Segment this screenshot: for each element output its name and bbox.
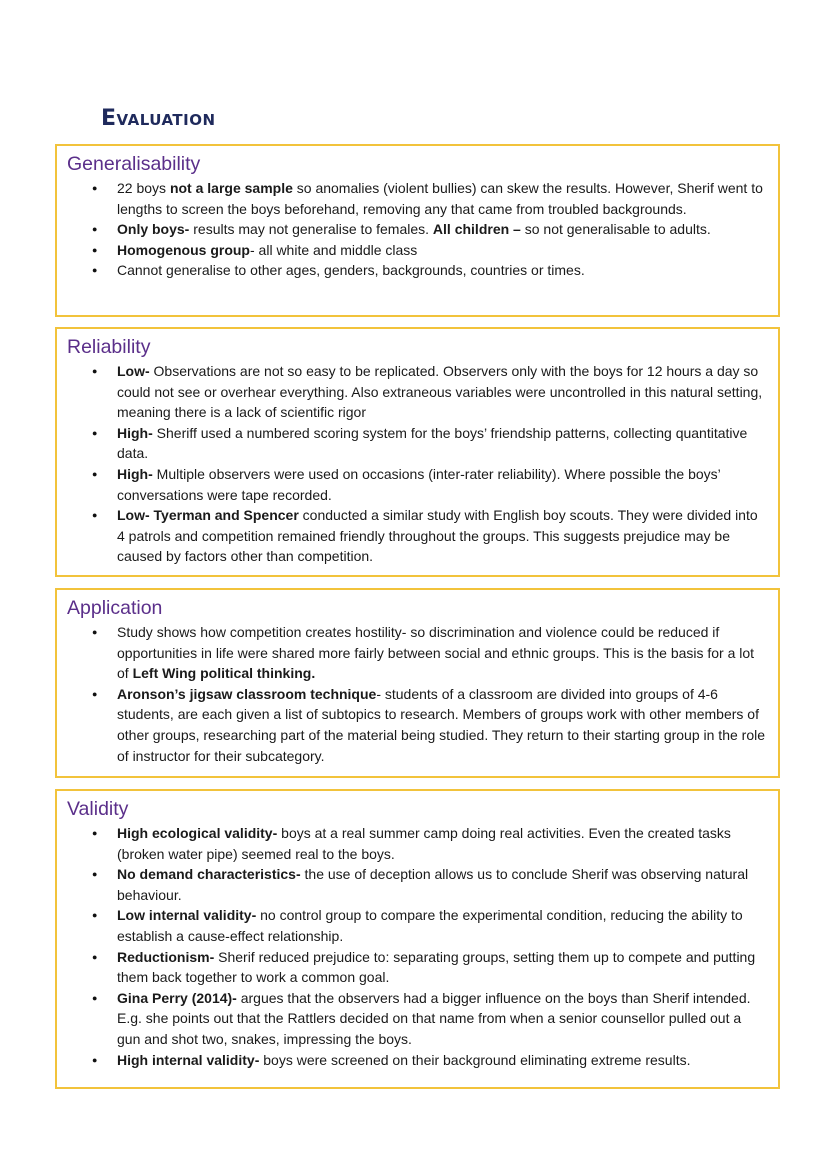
list-item: ● Cannot generalise to other ages, genders, backgrounds, countries or times. — [117, 260, 768, 281]
list-item: ● High internal validity- boys were screened on their background eliminating extreme results. — [117, 1050, 768, 1071]
list-item: ● Low- Tyerman and Spencer conducted a similar study with English boy scouts. They were divided into 4 patrols and competition remained friendly throughout the groups. This suggests prejudice may be caused by factors other than competition. — [117, 505, 768, 567]
section-validity — [55, 789, 780, 1089]
section-reliability — [55, 327, 780, 577]
page-title: Evaluation — [101, 106, 216, 131]
list-item: ● Gina Perry (2014)- argues that the observers had a bigger influence on the boys than Sherif intended. E.g. she points out that the Rattlers decided on that name from when a senior counsellor pulled out a gun and shot two, snakes, impressing the boys. — [117, 988, 768, 1050]
list-item: ● High ecological validity- boys at a real summer camp doing real activities. Even the created tasks (broken water pipe) seemed real to the boys. — [117, 823, 768, 864]
list-item: ● Study shows how competition creates hostility- so discrimination and violence could be reduced if opportunities in life were shared more fairly between social and ethnic groups. This is the basis for a lot of Left Wing political thinking. — [117, 622, 768, 684]
list-item: ● Homogenous group- all white and middle class — [117, 240, 768, 261]
list-item: ● Reductionism- Sherif reduced prejudice to: separating groups, setting them up to compete and putting them back together to work a common goal. — [117, 947, 768, 988]
list-item: ● Only boys- results may not generalise to females. All children – so not generalisable to adults. — [117, 219, 768, 240]
section-heading: Reliability — [67, 336, 151, 358]
bullet-list — [67, 823, 768, 1070]
bullet-list — [67, 178, 768, 281]
bullet-list — [67, 622, 768, 766]
section-heading: Validity — [67, 798, 129, 820]
section-heading: Application — [67, 597, 163, 619]
section-application — [55, 588, 780, 778]
section-generalisability — [55, 144, 780, 317]
list-item: ● Low- Observations are not so easy to be replicated. Observers only with the boys for 12 hours a day so could not see or overhear everything. Also extraneous variables were uncontrolled in this natural setting, meaning there is a lack of scientific rigor — [117, 361, 768, 423]
section-heading: Generalisability — [67, 153, 201, 175]
list-item: ● High- Sheriff used a numbered scoring system for the boys’ friendship patterns, collecting quantitative data. — [117, 423, 768, 464]
list-item: ● Low internal validity- no control group to compare the experimental condition, reducing the ability to establish a cause-effect relationship. — [117, 905, 768, 946]
bullet-list — [67, 361, 768, 567]
list-item: ● Aronson’s jigsaw classroom technique- students of a classroom are divided into groups of 4-6 students, are each given a list of subtopics to research. Members of groups work with other members of other groups, researching part of the material being studied. They return to their starting group in the role of instructor for their subcategory. — [117, 684, 768, 766]
list-item: ● No demand characteristics- the use of deception allows us to conclude Sherif was observing natural behaviour. — [117, 864, 768, 905]
list-item: ● High- Multiple observers were used on occasions (inter-rater reliability). Where possible the boys’ conversations were tape recorded. — [117, 464, 768, 505]
list-item: ● 22 boys not a large sample so anomalies (violent bullies) can skew the results. However, Sherif went to lengths to screen the boys beforehand, removing any that came from troubled backgrounds. — [117, 178, 768, 219]
